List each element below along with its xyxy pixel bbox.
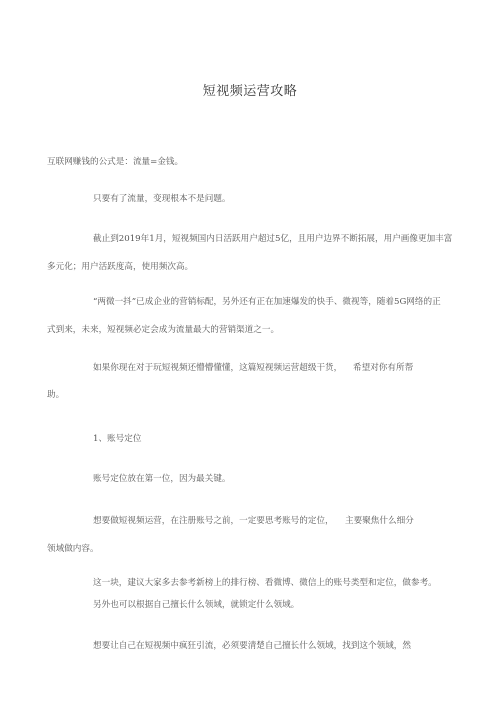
paragraph-line: 另外也可以根据自己擅长什么领域，就锁定什么领域。 — [93, 600, 300, 610]
paragraph-line: 想要让自己在短视频中疯狂引流，必须要清楚自己擅长什么领域，找到这个领域，然 — [93, 641, 411, 651]
paragraph-line: 只要有了流量，变现根本不是问题。 — [93, 194, 231, 204]
paragraph-line: “两微一抖”已成企业的营销标配，另外还有正在加速爆发的快手、微视等，随着5G网络的正 — [93, 297, 441, 307]
paragraph-line: 式到来，未来，短视频必定会成为流量最大的营销渠道之一。 — [47, 325, 280, 335]
paragraph-line: 这一块，建议大家多去参考新榜上的排行榜、看微博、微信上的账号类型和定位，做参考。 — [93, 578, 437, 588]
paragraph-line: 主要聚焦什么细分 — [345, 516, 414, 526]
document-title: 短视频运营攻略 — [202, 84, 298, 99]
paragraph-line: 领域做内容。 — [47, 544, 99, 554]
paragraph-line: 多元化；用户活跃度高，使用频次高。 — [47, 262, 194, 272]
paragraph-line: 截止到2019年1月，短视频国内日活跃用户超过5亿，且用户边界不断拓展，用户画像更加丰富 — [93, 234, 453, 244]
paragraph-line: 助。 — [47, 390, 65, 400]
paragraph-line: 互联网赚钱的公式是：流量=金钱。 — [47, 157, 184, 167]
paragraph-line: 希望对你有所帮 — [353, 363, 414, 373]
section-heading: 1、账号定位 — [93, 434, 142, 444]
paragraph-line: 如果你现在对于玩短视频还懵懵懂懂，这篇短视频运营超级干货， — [93, 363, 343, 373]
paragraph-line: 账号定位放在第一位，因为最关键。 — [93, 474, 231, 484]
paragraph-line: 想要做短视频运营，在注册账号之前，一定要思考账号的定位， — [93, 516, 334, 526]
